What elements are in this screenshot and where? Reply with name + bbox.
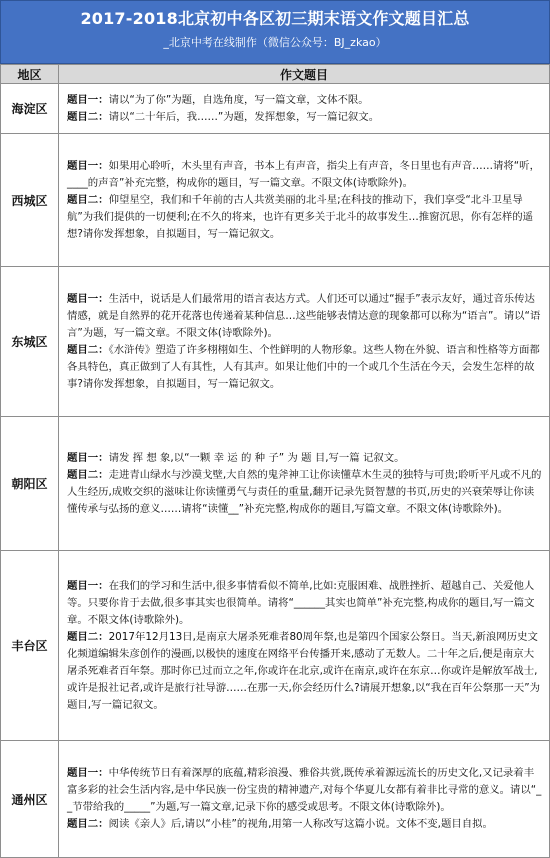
- topics-cell: [59, 267, 550, 417]
- district-cell: 海淀区: [1, 84, 59, 134]
- table-row-haidian: [1, 84, 550, 134]
- topic-label: 题目一：: [67, 579, 109, 592]
- topic-label: 题目二：: [67, 193, 109, 206]
- topic-label: 题目二：: [67, 818, 109, 830]
- topic-item: [67, 158, 543, 192]
- page-header: [0, 0, 550, 64]
- page-subtitle: _北京中考在线制作（微信公众号：BJ_zkao）: [163, 36, 387, 49]
- topic-label: 题目二：: [67, 630, 109, 643]
- topic-text: 2017年12月13日,是南京大屠杀死难者80周年祭,也是第四个国家公祭日。当天,新浪网历史文化频道编辑朱彦创作的漫画,以极快的速度在网络平台传播开来,感动了无数人。二十年之后,便是南京大屠杀死难者百年祭。那时你已过而立之年,你或许在北京,或许在南京,或许在东京…你或许是解放军战士,或许是报社记者,或许是旅行社导游……在那一天,你会经历什么?请展开想象,以“我在百年公祭那一天”为题目,写一篇记叙文。: [67, 630, 540, 711]
- topics-cell: [59, 741, 550, 858]
- topic-item: [67, 92, 543, 109]
- topic-text: 生活中，说话是人们最常用的语言表达方式。人们还可以通过“握手”表示友好，通过音乐传达情感，就是自然界的花开花落也传递着某种信息…这些能够表情达意的现象都可以称为“语言”。请以“语言”为题，写一篇文章。不限文体(诗歌除外)。: [67, 292, 541, 339]
- topic-label: 题目二：: [67, 468, 109, 481]
- topic-text: 阅读《亲人》后,请以“小桂”的视角,用第一人称改写这篇小说。文体不变,题目自拟。: [108, 818, 493, 830]
- district-cell: 通州区: [1, 741, 59, 858]
- topic-item: [67, 450, 543, 467]
- topic-text: 请以“二十年后，我……”为题，发挥想象，写一篇记叙文。: [108, 110, 380, 123]
- column-header-district: 地区: [1, 65, 59, 84]
- table-row-fengtai: [1, 551, 550, 741]
- topic-label: 题目一：: [67, 159, 109, 172]
- topic-item: [67, 342, 543, 393]
- topic-item: [67, 291, 543, 342]
- topic-label: 题目一：: [67, 451, 109, 464]
- table-header-row: [1, 65, 550, 84]
- topics-cell: [59, 134, 550, 267]
- topic-text: 在我们的学习和生活中,很多事情看似不简单,比如:克服困难、战胜挫折、超越自己、关爱他人等。只要你肯于去做,很多事其实也很简单。请将“______其实也简单”补充完整,构成你的题目,写一篇文章。不限文体(诗歌除外)。: [67, 579, 535, 626]
- district-cell: 丰台区: [1, 551, 59, 741]
- topic-label: 题目二：: [67, 110, 109, 123]
- topics-cell: [59, 84, 550, 134]
- topic-item: [67, 578, 543, 629]
- topics-cell: [59, 551, 550, 741]
- topic-item: [67, 629, 543, 714]
- topic-text: 请以“为了你”为题，自选角度，写一篇文章，文体不限。: [108, 93, 369, 106]
- topic-item: [67, 816, 543, 833]
- table-row-dongcheng: [1, 267, 550, 417]
- topics-cell: [59, 417, 550, 551]
- topic-item: [67, 765, 543, 816]
- table-row-chaoyang: [1, 417, 550, 551]
- column-header-topic: 作文题目: [59, 65, 550, 84]
- topic-label: 题目一：: [67, 93, 109, 106]
- topic-label: 题目一：: [67, 292, 109, 305]
- table-row-tongzhou: [1, 741, 550, 858]
- table-row-xicheng: [1, 134, 550, 267]
- topic-text: 《水浒传》塑造了许多栩栩如生、个性鲜明的人物形象。这些人物在外貌、语言和性格等方面都各具特色，真正做到了人有其性，人有其声。如果让他们中的一个或几个生活在今天，会发生怎样的故事?请你发挥想象，自拟题目，写一篇记叙文。: [67, 343, 540, 390]
- topic-text: 走进青山绿水与沙漠戈壁,大自然的鬼斧神工让你读懂草木生灵的独特与可贵;聆听平凡或不凡的人生经历,成败交织的滋味让你读懂勇气与责任的重量,翻开记录先贤智慧的书页,历史的兴衰荣辱让你读懂传承与弘扬的意义……请将“读懂__”补充完整,构成你的题目,写篇文章。不限文体(诗歌除外)。: [67, 468, 542, 515]
- topic-label: 题目二：: [67, 343, 109, 356]
- topics-table: [0, 64, 550, 858]
- topic-item: [67, 192, 543, 243]
- topic-text: 请发 挥 想 象,以“一颗 幸 运 的 种 子” 为 题 目,写一篇 记叙文。: [108, 451, 405, 464]
- district-cell: 东城区: [1, 267, 59, 417]
- topic-text: 中华传统节日有着深厚的底蕴,精彩浪漫、雅俗共赏,既传承着源远流长的历史文化,又记录着丰富多彩的社会生活内容,是中华民族一份宝贵的精神遗产,对每个华夏儿女都有着非比寻常的意义。请以“__节带给我的_____”为题,写一篇文章,记录下你的感受或思考。不限文体(诗歌除外)。: [67, 767, 542, 813]
- topic-item: [67, 467, 543, 518]
- page-title: 2017-2018北京初中各区初三期末语文作文题目汇总: [80, 9, 470, 28]
- topic-text: 仰望星空，我们和千年前的古人共赏美丽的北斗星;在科技的推动下，我们享受“北斗卫星导航”为我们提供的一切便利;在不久的将来，也许有更多关于北斗的故事发生…推窗沉思，你有怎样的遥想?请你发挥想象，自拟题目，写一篇记叙文。: [67, 193, 534, 240]
- topic-item: [67, 109, 543, 126]
- district-cell: 西城区: [1, 134, 59, 267]
- topic-text: 如果用心聆听，木头里有声音，书本上有声音，指尖上有声音，冬日里也有声音……请将“听，____的声音”补充完整，构成你的题目，写一篇文章。不限文体(诗歌除外)。: [67, 159, 540, 189]
- topic-label: 题目一：: [67, 767, 109, 779]
- district-cell: 朝阳区: [1, 417, 59, 551]
